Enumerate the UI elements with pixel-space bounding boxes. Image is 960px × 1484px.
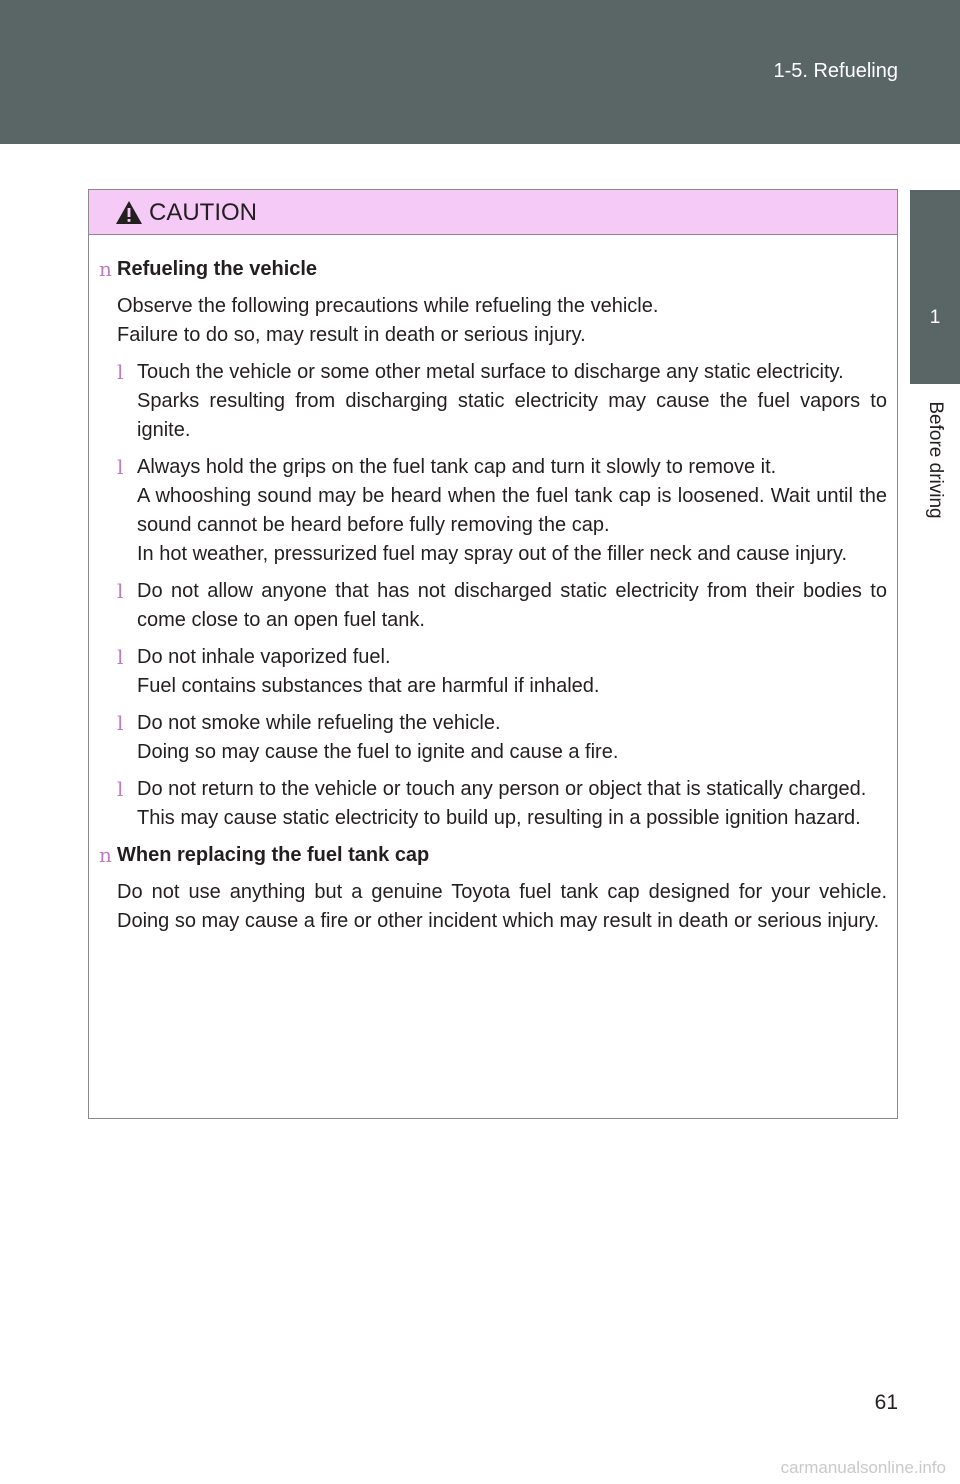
caution-box	[88, 189, 898, 1119]
list-item: l Touch the vehicle or some other metal surface to discharge any static electricity. Sparks resulting from discharging static electricity may cause the fuel vapors to ignite.	[117, 360, 887, 441]
list-item: l Do not return to the vehicle or touch any person or object that is statically charged. This may cause static electricity to build up, resulting in a possible ignition hazard.	[117, 777, 867, 829]
list-item: l Always hold the grips on the fuel tank cap and turn it slowly to remove it. A whooshing sound may be heard when the fuel tank cap is loosened. Wait until the sound cannot be heard before fully removing the cap. In hot weather, pressurized fuel may spray out of the filler neck and cause injury.	[117, 455, 887, 565]
page-number: 61	[874, 1391, 898, 1414]
section-title: 1-5. Refueling	[773, 60, 898, 82]
section-heading: n When replacing the fuel tank cap	[99, 841, 887, 870]
square-bullet-icon: n	[99, 257, 112, 281]
caution-body	[89, 235, 897, 936]
caution-header	[89, 190, 897, 235]
list-item: l Do not inhale vaporized fuel. Fuel contains substances that are harmful if inhaled.	[117, 645, 600, 697]
bullet-icon: l	[117, 455, 124, 479]
bullet-icon: l	[117, 777, 124, 801]
bullet-icon: l	[117, 579, 124, 603]
watermark: carmanualsonline.info	[780, 1458, 946, 1477]
chapter-tab	[910, 190, 960, 384]
section-heading: n Refueling the vehicle	[99, 255, 887, 284]
section-intro: Observe the following precautions while refueling the vehicle. Failure to do so, may result in death or serious injury.	[117, 295, 659, 346]
list-item: l Do not smoke while refueling the vehicle. Doing so may cause the fuel to ignite and cause a fire.	[117, 711, 619, 763]
bullet-icon: l	[117, 360, 124, 384]
bullet-icon: l	[117, 645, 124, 669]
section-intro: Do not use anything but a genuine Toyota fuel tank cap designed for your vehicle. Doing so may cause a fire or other incident which may result in death or serious injury.	[117, 881, 887, 932]
caution-title: CAUTION	[149, 199, 257, 226]
chapter-number: 1	[929, 307, 941, 328]
bullet-icon: l	[117, 711, 124, 735]
list-item: l Do not allow anyone that has not discharged static electricity from their bodies to come close to an open fuel tank.	[117, 579, 887, 631]
warning-icon	[115, 199, 143, 225]
square-bullet-icon: n	[99, 843, 112, 867]
chapter-label: Before driving	[925, 401, 946, 519]
header-bar	[0, 0, 960, 144]
